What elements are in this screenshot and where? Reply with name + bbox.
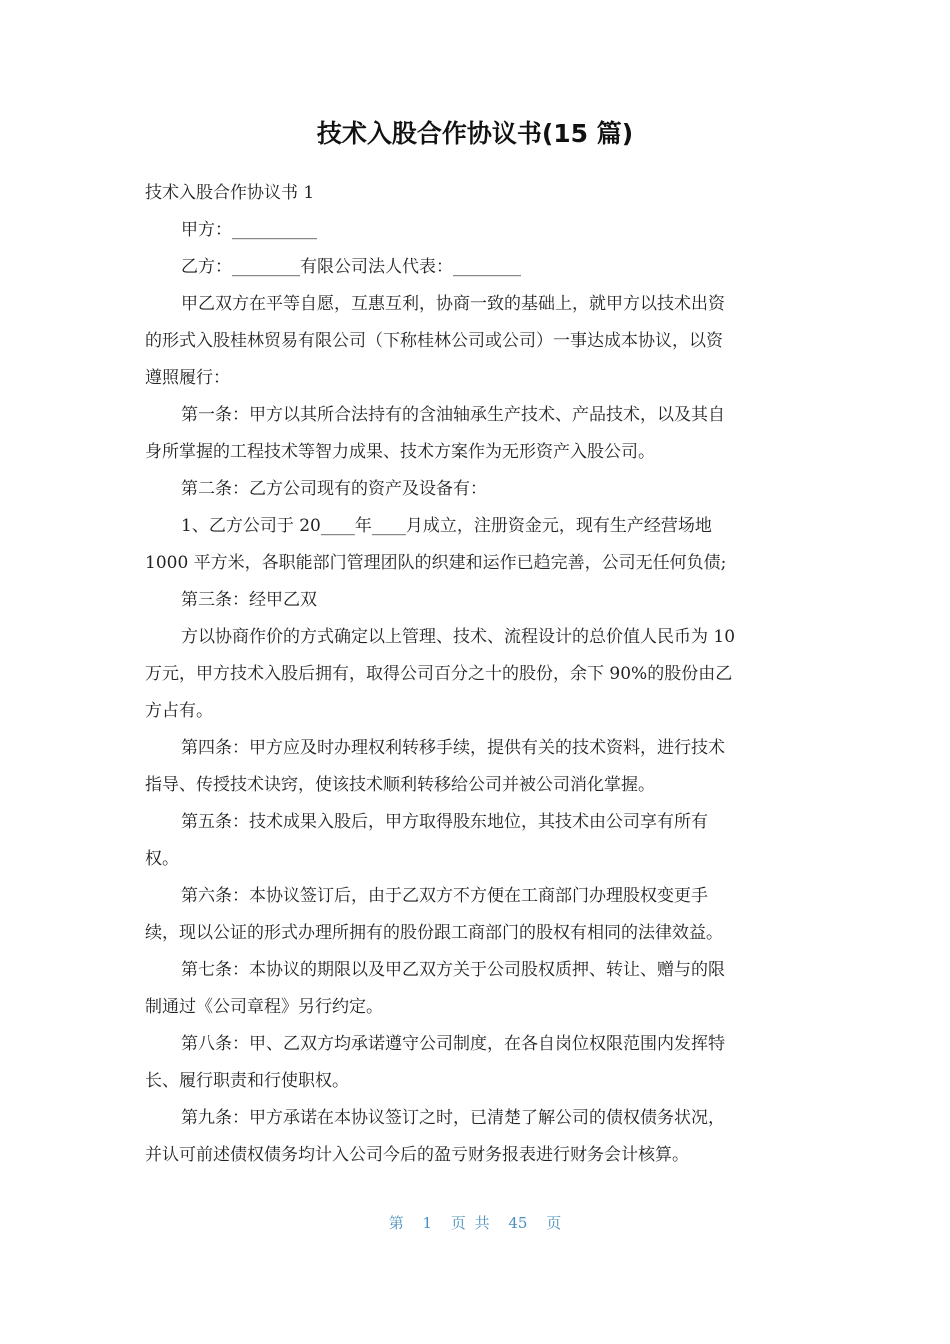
page-footer <box>0 1212 950 1234</box>
text-line: 1000 平方米，各职能部门管理团队的织建和运作已趋完善，公司无任何负债; <box>145 553 727 573</box>
text-line: 权。 <box>145 849 179 869</box>
footer-middle: 页 共 <box>450 1214 490 1232</box>
text-line: 方占有。 <box>145 701 213 721</box>
text-line: 1、乙方公司于 20____年____月成立，注册资金元，现有生产经营场地 <box>181 516 712 536</box>
text-line: 续，现以公证的形式办理所拥有的股份跟工商部门的股权有相同的法律效益。 <box>145 923 723 943</box>
text-line: 第一条：甲方以其所合法持有的含油轴承生产技术、产品技术，以及其自 <box>181 405 725 425</box>
text-line: 第七条：本协议的期限以及甲乙双方关于公司股权质押、转让、赠与的限 <box>181 960 725 980</box>
text-line: 第四条：甲方应及时办理权利转移手续，提供有关的技术资料，进行技术 <box>181 738 725 758</box>
text-line: 的形式入股桂林贸易有限公司（下称桂林公司或公司）一事达成本协议，以资 <box>145 331 723 351</box>
text-line: 指导、传授技术诀窍，使该技术顺利转移给公司并被公司消化掌握。 <box>145 775 655 795</box>
text-line: 制通过《公司章程》另行约定。 <box>145 997 383 1017</box>
document-title: 技术入股合作协议书(15 篇) <box>316 119 634 148</box>
text-line: 第八条：甲、乙双方均承诺遵守公司制度，在各自岗位权限范围内发挥特 <box>181 1034 725 1054</box>
footer-prefix: 第 <box>388 1214 404 1232</box>
text-line: 第三条：经甲乙双 <box>181 590 317 610</box>
text-line: 甲乙双方在平等自愿，互惠互利，协商一致的基础上，就甲方以技术出资 <box>181 294 725 314</box>
text-line: 并认可前述债权债务均计入公司今后的盈亏财务报表进行财务会计核算。 <box>145 1145 689 1165</box>
text-line: 第六条：本协议签订后，由于乙双方不方便在工商部门办理股权变更手 <box>181 886 708 906</box>
text-line: 万元，甲方技术入股后拥有，取得公司百分之十的股份，余下 90%的股份由乙 <box>145 664 733 684</box>
document-body <box>145 175 805 1174</box>
text-line: 乙方：________有限公司法人代表：________ <box>181 257 521 277</box>
current-page-number: 1 <box>422 1214 433 1232</box>
text-line: 甲方：__________ <box>181 220 317 240</box>
total-page-count: 45 <box>508 1214 528 1232</box>
text-line: 第九条：甲方承诺在本协议签订之时，已清楚了解公司的债权债务状况， <box>181 1108 725 1128</box>
text-line: 第五条：技术成果入股后，甲方取得股东地位，其技术由公司享有所有 <box>181 812 708 832</box>
text-line: 第二条：乙方公司现有的资产及设备有： <box>181 479 487 499</box>
text-line: 遵照履行： <box>145 368 230 388</box>
text-line: 技术入股合作协议书 1 <box>145 183 315 203</box>
text-line: 方以协商作价的方式确定以上管理、技术、流程设计的总价值人民币为 10 <box>181 627 736 647</box>
text-line: 身所掌握的工程技术等智力成果、技术方案作为无形资产入股公司。 <box>145 442 655 462</box>
footer-suffix: 页 <box>546 1214 562 1232</box>
text-line: 长、履行职责和行使职权。 <box>145 1071 349 1091</box>
